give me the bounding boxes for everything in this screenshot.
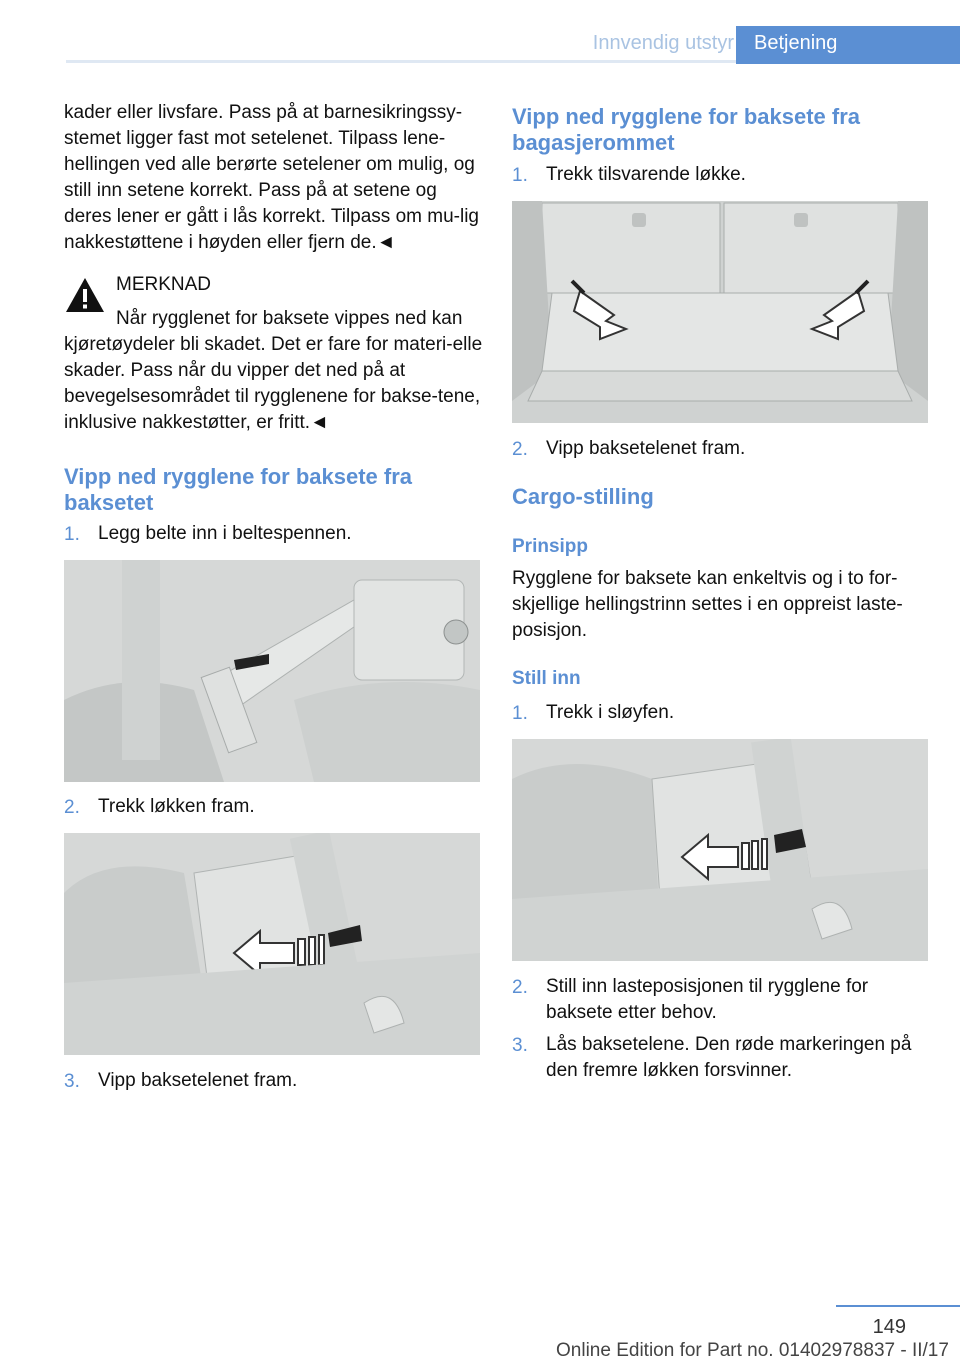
intro-paragraph: kader eller livsfare. Pass på at barnesikringssy-stemet ligger fast mot setelenet. Tilpass lene-hellingen ved alle berørte setelener om mulig, og still inn setene korrekt. Pass på at setene og deres lener er gått i lås korrekt. Tilpass om mu-lig nakkestøttene i høyden eller fjern de.◄ <box>64 102 479 253</box>
step-text: Legg belte inn i beltespennen. <box>98 523 352 544</box>
notice-text: Når rygglenet for baksete vippes ned kan kjøretøydeler bli skadet. Det er fare for materi-elle skader. Pass når du vipper det ned på at bevegelsesområdet til rygglenene for bakse-tene, inklusive nakkestøtter, er fritt.◄ <box>64 308 483 433</box>
figure-pull-loop-right <box>512 739 928 961</box>
step-number: 2. <box>64 797 80 818</box>
step-text: Lås baksetelene. Den røde markeringen på den fremre løkken forsvinner. <box>546 1034 912 1081</box>
page-number: 149 <box>872 1316 906 1338</box>
header-section-tab[interactable]: Innvendig utstyr <box>592 32 734 54</box>
figure-pull-loop-left <box>64 833 480 1055</box>
step-number: 2. <box>512 439 528 460</box>
step-number: 1. <box>64 524 80 545</box>
step-text: Trekk tilsvarende løkke. <box>546 164 746 185</box>
step-text: Vipp baksetelenet fram. <box>546 438 746 459</box>
step-number: 2. <box>512 977 528 998</box>
step-text: Still inn lasteposisjonen til rygglene for baksete etter behov. <box>546 976 869 1023</box>
step-number: 3. <box>64 1071 80 1092</box>
footer-rule <box>836 1305 960 1307</box>
step-number: 1. <box>512 703 528 724</box>
subheading-setup: Still inn <box>512 668 581 689</box>
figure-trunk-loops <box>512 201 928 423</box>
step-number: 3. <box>512 1035 528 1056</box>
step-text: Trekk i sløyfen. <box>546 702 675 723</box>
principle-text: Rygglene for baksete kan enkeltvis og i to for-skjellige hellingstrinn settes i en oppreist laste-posisjon. <box>512 568 903 641</box>
figure-seatbelt-buckle <box>64 560 480 782</box>
subheading-principle: Prinsipp <box>512 536 589 557</box>
notice-title: MERKNAD <box>116 274 212 295</box>
section-title-from-rear-seat: Vipp ned rygglene for baksete fra baksetet <box>64 464 413 515</box>
step-text: Trekk løkken fram. <box>98 796 255 817</box>
step-text: Vipp baksetelenet fram. <box>98 1070 298 1091</box>
section-title-from-trunk: Vipp ned rygglene for baksete fra bagasjerommet <box>512 104 861 155</box>
header-chapter-tab[interactable]: Betjening <box>736 26 960 64</box>
step-number: 1. <box>512 165 528 186</box>
section-title-cargo: Cargo-stilling <box>512 484 654 509</box>
edition-note: Online Edition for Part no. 01402978837 - II/17 <box>556 1340 949 1361</box>
